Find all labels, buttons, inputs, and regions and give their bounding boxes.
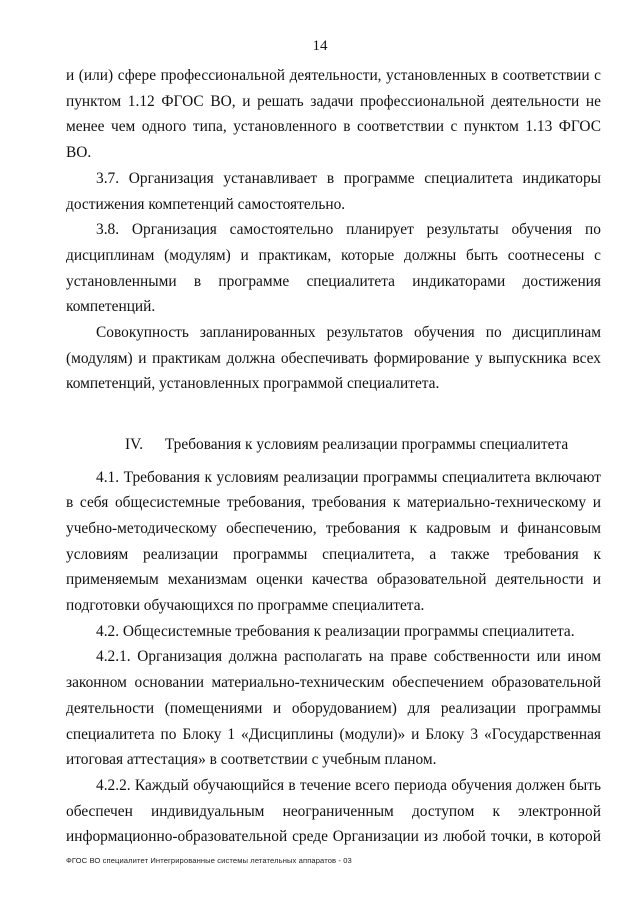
page-footer: ФГОС ВО специалитет Интегрированные системы летательных аппаратов - 03 <box>66 856 352 865</box>
section-number: IV. <box>125 435 144 453</box>
section-heading <box>66 432 601 458</box>
paragraph-3-8: 3.8. Организация самостоятельно планирует результаты обучения по дисциплинам (модулям) и практикам, которые должны быть соотнесены с установленными в программе специалитета индикаторами достижения компетенций. <box>66 221 601 316</box>
paragraph-4-2-1: 4.2.1. Организация должна располагать на праве собственности или ином законном основании материально-техническим обеспечением образовательной деятельности (помещениями и оборудованием) для реализации программы специалитета по Блоку 1 «Дисциплины (модули)» и Блоку 3 «Государственная итоговая аттестация» в соответствии с учебным планом. <box>66 648 601 769</box>
paragraph-3-7: 3.7. Организация устанавливает в программе специалитета индикаторы достижения компетенций самостоятельно. <box>66 169 601 213</box>
paragraph-continued: и (или) сфере профессиональной деятельности, установленных в соответствии с пунктом 1.12 ФГОС ВО, и решать задачи профессиональной деятельности не менее чем одного типа, установленного в соответствии с пунктом 1.13 ФГОС ВО. <box>66 67 601 162</box>
paragraph-4-1: 4.1. Требования к условиям реализации программы специалитета включают в себя общесистемные требования, требования к материально-техническому и учебно-методическому обеспечению, требования к кадровым и финансовым условиям реализации программы специалитета, а также требования к применяемым механизмам оценки качества образовательной деятельности и подготовки обучающихся по программе специалитета. <box>66 468 601 615</box>
paragraph-4-2: 4.2. Общесистемные требования к реализации программы специалитета. <box>96 622 575 640</box>
section-title: Требования к условиям реализации программы специалитета <box>164 435 569 453</box>
paragraph-results-summary: Совокупность запланированных результатов обучения по дисциплинам (модулям) и практикам должна обеспечивать формирование у выпускника всех компетенций, установленных программой специалитета. <box>66 324 601 393</box>
page-number: 14 <box>312 38 328 54</box>
document-body <box>66 63 601 850</box>
paragraph-4-2-2: 4.2.2. Каждый обучающийся в течение всего периода обучения должен быть обеспечен индивидуальным неограниченным доступом к электронной информационно-образовательной среде Организации из любой точки, в которой <box>66 776 601 846</box>
